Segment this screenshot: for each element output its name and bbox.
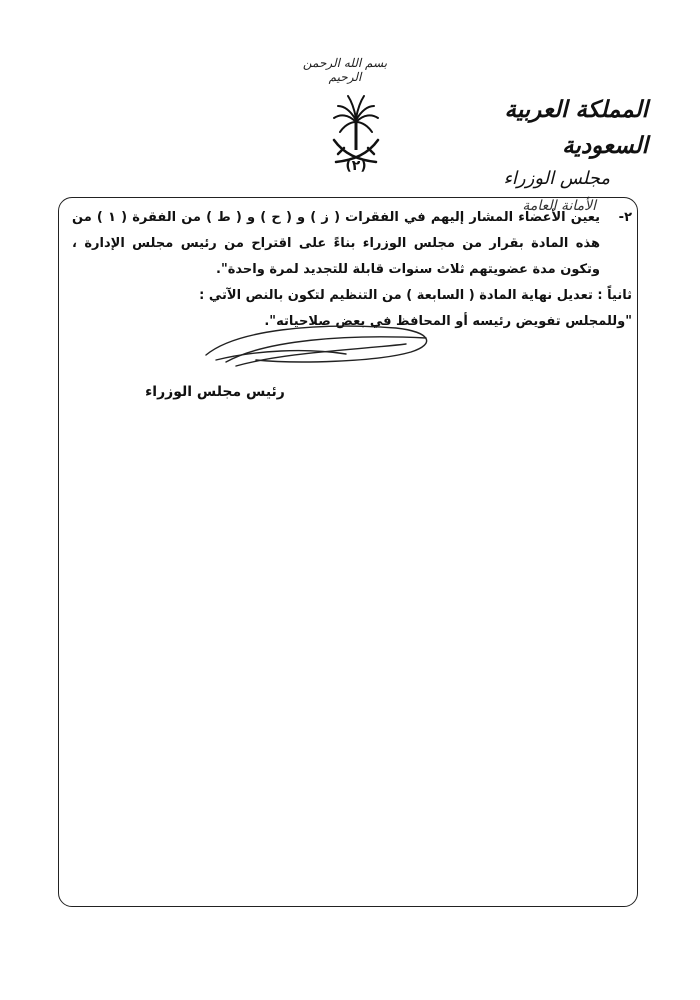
council-name: مجلس الوزراء xyxy=(503,168,610,189)
signatory-title: رئيس مجلس الوزراء xyxy=(145,384,285,400)
basmala: بسم الله الرحمن الرحيم xyxy=(302,56,388,84)
item-two xyxy=(72,205,632,283)
item-two-text: يعين الأعضاء المشار إليهم في الفقرات ( ز ) و ( ح ) و ( ط ) من الفقرة ( ١ ) من هذه المادة بقرار من مجلس الوزراء بناءً على اقتراح من رئيس مجلس الإدارة ، وتكون مدة عضويتهم ثلاث سنوات قابلة للتجديد لمرة واحدة". xyxy=(72,210,600,277)
secretariat-name: الأمانة العامة xyxy=(522,198,596,214)
item-two-number: ٢- xyxy=(618,210,632,225)
kingdom-name: المملكة العربية السعودية xyxy=(504,96,648,159)
second-heading: ثانياً : تعديل نهاية المادة ( السابعة ) من التنظيم لتكون بالنص الآتي : xyxy=(199,288,632,303)
page-number: (٢) xyxy=(345,158,367,174)
amendment-quote: "وللمجلس تفويض رئيسه أو المحافظ في بعض صلاحياته". xyxy=(264,314,632,329)
handwritten-signature-icon xyxy=(196,310,446,390)
